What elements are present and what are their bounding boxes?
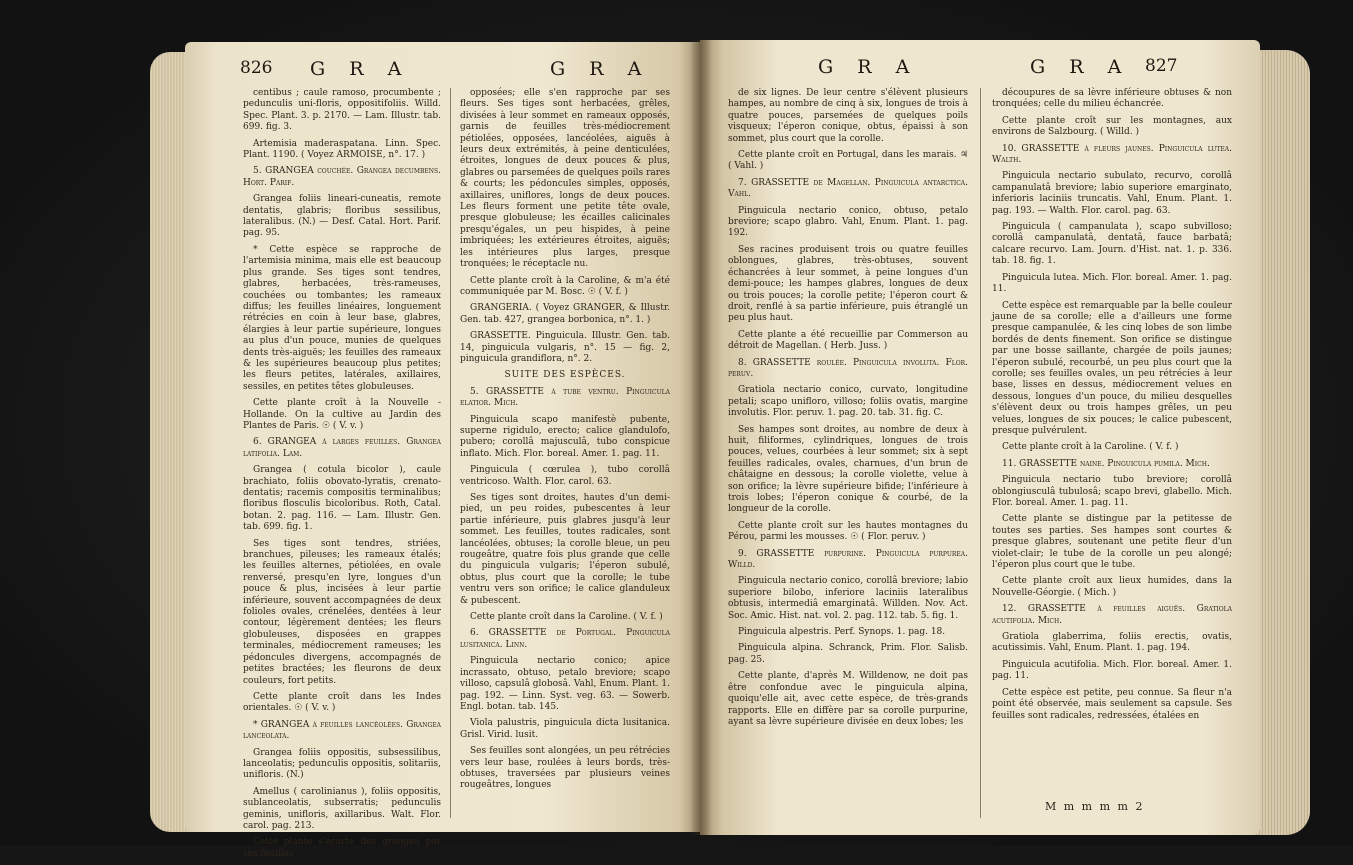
left-page-column-1 bbox=[243, 88, 441, 865]
paragraph: Cette plante croît dans la Caroline. ( V. f. ) bbox=[470, 612, 663, 623]
paragraph: GRANGERIA. ( Voyez GRANGER, & Illustr. Gen. tab. 427, grangea borbonica, n°. 1. ) bbox=[460, 303, 670, 325]
right-page-column-2 bbox=[992, 88, 1232, 727]
paragraph: Pinguicula nectario conico, obtuso, petalo breviore; scapo glabro. Vahl, Enum. Plant. 1. pag. 192. bbox=[728, 205, 968, 239]
paragraph: Gratiola glaberrima, foliis erectis, ovatis, acutissimis. Vahl, Enum. Plant. 1. pag. 194. bbox=[992, 632, 1232, 654]
entry-heading: 10. GRASSETTE à fleurs jaunes. Pinguicula lutea. Walth. bbox=[992, 143, 1232, 166]
paragraph: Cette espèce est petite, peu connue. Sa fleur n'a point été observée, mais seulement sa capsule. Ses feuilles sont radicales, redressées, étalées en bbox=[992, 687, 1232, 721]
paragraph: Pinguicula alpestris. Perf. Synops. 1. pag. 18. bbox=[738, 627, 946, 638]
right-page-column-1 bbox=[728, 88, 968, 733]
paragraph: Ses hampes sont droites, au nombre de deux à huit, filiformes, cylindriques, longues de trois pouces, velues, courbées à leur sommet; six à sept feuilles radicales, ovales, charnues, d'un brun de châtaigne en dessous; la corolle violette, velue à son orifice; la lèvre supérieure bifide; l'inférieure à trois lobes; l'éperon conique & courbé, de la longueur de la corolle. bbox=[728, 424, 968, 515]
left-running-header-1: G R A bbox=[310, 58, 411, 80]
paragraph: Cette plante croît à la Caroline, & m'a été communiquée par M. Bosc. ☉ ( V. f. ) bbox=[460, 275, 670, 297]
paragraph: Cette plante croît à la Nouvelle - Hollande. On la cultive au Jardin des Plantes de Paris. ☉ ( V. v. ) bbox=[243, 398, 441, 431]
paragraph: Cette plante croît dans les Indes orientales. ☉ ( V. v. ) bbox=[243, 691, 441, 714]
paragraph: Pinguicula lutea. Mich. Flor. boreal. Amer. 1. pag. 11. bbox=[992, 272, 1232, 295]
paragraph: Cette plante croît sur les montagnes, aux environs de Salzbourg. ( Willd. ) bbox=[992, 115, 1232, 138]
left-column-rule bbox=[450, 88, 451, 818]
paragraph: Viola palustris, pinguicula dicta lusitanica. Grisl. Virid. lusit. bbox=[460, 718, 670, 740]
signature-mark: M m m m m 2 bbox=[1045, 800, 1145, 813]
right-column-rule bbox=[980, 88, 981, 818]
paragraph: Cette plante s'écarte des grangea par ses feuilles bbox=[243, 837, 441, 859]
entry-heading: 5. GRANGEA couchée. Grangea decumbens. Hort. Parif. bbox=[243, 166, 441, 188]
paragraph: Amellus ( carolinianus ), foliis oppositis, sublanceolatis, subserratis; pedunculis geminis, unifloris, axillaribus. Walt. Flor. carol. pag. 213. bbox=[243, 786, 441, 831]
paragraph: Cette plante, d'après M. Willdenow, ne doit pas être confondue avec le pinguicula alpina, quoiqu'elle ait, avec cette espèce, de très-grands rapports. Elle en diffère par sa corolle purpurine, ayant sa lèvre supérieure divisée en deux lobes; les bbox=[728, 671, 968, 727]
paragraph: Ses feuilles sont alongées, un peu rétrécies vers leur base, roulées à leurs bords, très-obtuses, traversées par plusieurs veines rougeâtres, longues bbox=[460, 746, 670, 791]
paragraph: * Cette espèce se rapproche de l'artemisia minima, mais elle est beaucoup plus grande. Ses tiges sont tendres, glabres, herbacées, très-rameuses, couchées ou tombantes; les rameaux diffus; les feuilles linéaires, longuement rétrécies en coin à leur base, glabres, élargies à leur partie supérieure, longues au plus d'un pouce, munies de quelques dents très-aiguës; les feuilles des rameaux & les supérieures beaucoup plus petites; les fleurs petites, latérales, axillaires, sessiles, en petites têtes globuleuses. bbox=[243, 244, 441, 392]
paragraph: Cette plante croît à la Caroline. ( V. f. ) bbox=[1002, 442, 1179, 453]
paragraph: Cette espèce est remarquable par la belle couleur jaune de sa corolle; elle a d'ailleurs une forme presque campanulée, & les cinq lobes de son limbe bordés de dents finement. Son orifice se distingue par une bosse saillante, chargée de poils jaunes; l'éperon subulé, recourbé, un peu plus court que la corolle; ses feuilles ovales, un peu rétrécies à leur base, lisses en dessus, médiocrement velues en dessous, longues d'un pouce, du milieu desquelles s'élèvent deux ou trois hampes grêles, un peu velues, longues de six pouces; le calice pubescent, presque pulvérulent. bbox=[992, 300, 1232, 436]
left-page-column-2 bbox=[460, 88, 670, 797]
book-gutter bbox=[690, 40, 712, 835]
paragraph: Pinguicula acutifolia. Mich. Flor. boreal. Amer. 1. pag. 11. bbox=[992, 659, 1232, 682]
paragraph: Ses tiges sont tendres, striées, branchues, pileuses; les rameaux étalés; les feuilles alternes, pétiolées, en ovale renversé, presqu'en lyre, longues d'un pouce & plus, incisées à leur partie inférieure, souvent accompagnées de deux folioles ovales, crénelées, dentées à leur contour, légèrement dentées; les fleurs globuleuses, disposées en grappes terminales, médiocrement rameuses; les pédoncules divergens, accompagnés de petites bractées; les fleurons de deux couleurs, fort petits. bbox=[243, 538, 441, 686]
paragraph: Pinguicula scapo manifestè pubente, superne rigidulo, erecto; calice glandulofo, pubero; corollâ majusculâ, tubo conspicue inflato. Mich. Flor. boreal. Amer. 1. pag. 11. bbox=[460, 414, 670, 459]
paragraph: GRASSETTE. Pinguicula. Illustr. Gen. tab. 14, pinguicula vulgaris, n°. 15 — fig. 2, pinguicula grandiflora, n°. 2. bbox=[460, 331, 670, 364]
right-page-number: 827 bbox=[1145, 56, 1178, 76]
paragraph: Gratiola nectario conico, curvato, longitudine petali; scapo unifloro, villoso; foliis ovatis, margine involutis. Flor. peruv. 1. pag. 20. tab. 31. fig. C. bbox=[728, 385, 968, 419]
left-running-header-2: G R A bbox=[550, 58, 651, 80]
paragraph: centibus ; caule ramoso, procumbente ; pedunculis uni-floris, oppositifoliis. Willd. Spec. Plant. 3. p. 2170. — Lam. Illustr. tab. 699. fig. 3. bbox=[243, 88, 441, 133]
paragraph: Cette plante se distingue par la petitesse de toutes ses parties. Ses hampes sont courtes & presque glabres, soutenant une petite fleur d'un violet-clair; le tube de la corolle un peu alongé; l'éperon plus court que le tube. bbox=[992, 514, 1232, 571]
paragraph: Artemisia maderaspatana. Linn. Spec. Plant. 1190. ( Voyez ARMOISE, n°. 17. ) bbox=[243, 138, 441, 161]
entry-heading: * GRANGEA à feuilles lancéolées. Grangea lanceolata. bbox=[243, 719, 441, 742]
paragraph: découpures de sa lèvre inférieure obtuses & non tronquées; celle du milieu échancrée. bbox=[992, 88, 1232, 110]
entry-heading: 6. GRASSETTE de Portugal. Pinguicula lusitanica. Linn. bbox=[460, 628, 670, 650]
paragraph: Cette plante a été recueillie par Commerson au détroit de Magellan. ( Herb. Juss. ) bbox=[728, 329, 968, 352]
entry-heading: 5. GRASSETTE à tube ventru. Pinguicula elatior. Mich. bbox=[460, 386, 670, 409]
paragraph: Pinguicula nectario conico; apice incrassato, obtuso, petalo breviore; scapo villoso, capsulâ globosâ. Vahl, Enum. Plant. 1. pag. 192. — Linn. Syst. veg. 63. — Sowerb. Engl. botan. tab. 145. bbox=[460, 656, 670, 712]
entry-heading: 11. GRASSETTE naine. Pinguicula pumila. Mich. bbox=[1002, 458, 1210, 469]
paragraph: Cette plante croît en Portugal, dans les marais. ♃ ( Vahl. ) bbox=[728, 150, 968, 172]
paragraph: Grangea ( cotula bicolor ), caule brachiato, foliis obovato-lyratis, crenato-dentatis; racemis compositis terminalibus; floribus flosculis bicoloribus. Roth, Catal. botan. 2. pag. 116. — Lam. Illustr. Gen. tab. 699. fig. 1. bbox=[243, 465, 441, 533]
entry-heading: 12. GRASSETTE à feuilles aiguës. Gratiola acutifolia. Mich. bbox=[992, 604, 1232, 626]
paragraph: Pinguicula ( campanulata ), scapo subvilloso; corollâ campanulatâ, dentatâ, fauce barbatâ; calcare recurvo. Lam. Journ. d'Hist. nat. 1. p. 336. tab. 18. fig. 1. bbox=[992, 222, 1232, 267]
paragraph: Ses racines produisent trois ou quatre feuilles oblongues, glabres, très-obtuses, souvent échancrées à leur sommet, à peine longues d'un demi-pouce; les hampes glabres, longues de deux ou trois pouces; la corolle petite; l'éperon court & droit, renflé à sa partie inférieure, puis étranglé un peu plus haut. bbox=[728, 244, 968, 324]
paragraph: Cette plante croît aux lieux humides, dans la Nouvelle-Géorgie. ( Mich. ) bbox=[992, 576, 1232, 598]
entry-heading: 7. GRASSETTE de Magellan. Pinguicula antarctica. Vahl. bbox=[728, 177, 968, 200]
paragraph: Ses tiges sont droites, hautes d'un demi-pied, un peu roides, pubescentes à leur partie inférieure, puis glabres jusqu'à leur sommet. Les feuilles, toutes radicales, sont lancéolées, obtuses; la corolle bleue, un peu rougeâtre, quatre fois plus grande que celle du pinguicula vulgaris; l'éperon subulé, obtus, plus court que la corolle; le tube ventru vers son orifice; le calice glanduleux & pubescent. bbox=[460, 493, 670, 606]
paragraph: Pinguicula nectario subulato, recurvo, corollâ campanulatâ breviore; labio superiore emarginato, inferioris laciniis truncatis. Vahl, Enum. Plant. 1. pag. 193. — Walth. Flor. carol. pag. 63. bbox=[992, 171, 1232, 216]
paragraph: Grangea foliis oppositis, subsessilibus, lanceolatis; pedunculis oppositis, solitariis, unifloris. (N.) bbox=[243, 747, 441, 781]
entry-heading: 8. GRASSETTE roulée. Pinguicula involuta. Flor. peruv. bbox=[728, 357, 968, 379]
right-page bbox=[700, 40, 1260, 835]
paragraph: Pinguicula nectario tubo breviore; corollâ oblongiusculâ tubulosâ; scapo brevi, glabello. Mich. Flor. boreal. Amer. 1. pag. 11. bbox=[992, 475, 1232, 508]
left-page-number: 826 bbox=[240, 58, 273, 78]
entry-heading: 6. GRANGEA à larges feuilles. Grangea latifolia. Lam. bbox=[243, 437, 441, 459]
paragraph: Grangea foliis lineari-cuneatis, remote dentatis, glabris; floribus sessilibus, lateralibus. (N.) — Desf. Catal. Hort. Parif. pag. 95. bbox=[243, 194, 441, 239]
paragraph: opposées; elle s'en rapproche par ses fleurs. Ses tiges sont herbacées, grêles, divisées à leur sommet en rameaux opposés, garnis de feuilles très-médiocrement pétiolées, opposées, lancéolées, aiguës à leurs deux extrémités, à peine denticulées, étroites, longues de deux pouces & plus, glabres ou parsemées de quelques poils rares & courts; les pédoncules simples, opposés, axillaires, uniflores, longs de deux pouces. Les fleurs forment une petite tête ovale, presque globuleuse; les écailles calicinales presqu'égales, un peu hispides, à peine imbriquées; les extérieures étroites, aiguës; les intérieures plus larges, presque tronquées; le réceptacle nu. bbox=[460, 88, 670, 270]
right-running-header-2: G R A bbox=[1030, 56, 1131, 78]
section-heading: SUITE DES ESPÈCES. bbox=[504, 370, 626, 381]
entry-heading: 9. GRASSETTE purpurine. Pinguicula purpurea. Willd. bbox=[728, 548, 968, 571]
left-page bbox=[185, 42, 700, 859]
right-running-header-1: G R A bbox=[818, 56, 919, 78]
paragraph: Cette plante croît sur les hautes montagnes du Pérou, parmi les mousses. ☉ ( Flor. peruv. ) bbox=[728, 520, 968, 543]
paragraph: Pinguicula nectario conico, corollâ breviore; labio superiore bilobo, inferiore laciniis lateralibus obtusis, intermediâ emarginatâ. Willden. Nov. Act. Soc. Amic. Hist. nat. vol. 2. pag. 112. tab. 5. fig. 1. bbox=[728, 576, 968, 621]
paragraph: Pinguicula ( cœrulea ), tubo corollâ ventricoso. Walth. Flor. carol. 63. bbox=[460, 465, 670, 487]
paragraph: de six lignes. De leur centre s'élèvent plusieurs hampes, au nombre de cinq à six, longues de trois à quatre pouces, parsemées de quelques poils visqueux; l'éperon conique, obtus, épaissi à son sommet, plus court que la corolle. bbox=[728, 88, 968, 144]
paragraph: Pinguicula alpina. Schranck, Prim. Flor. Salisb. pag. 25. bbox=[728, 643, 968, 665]
